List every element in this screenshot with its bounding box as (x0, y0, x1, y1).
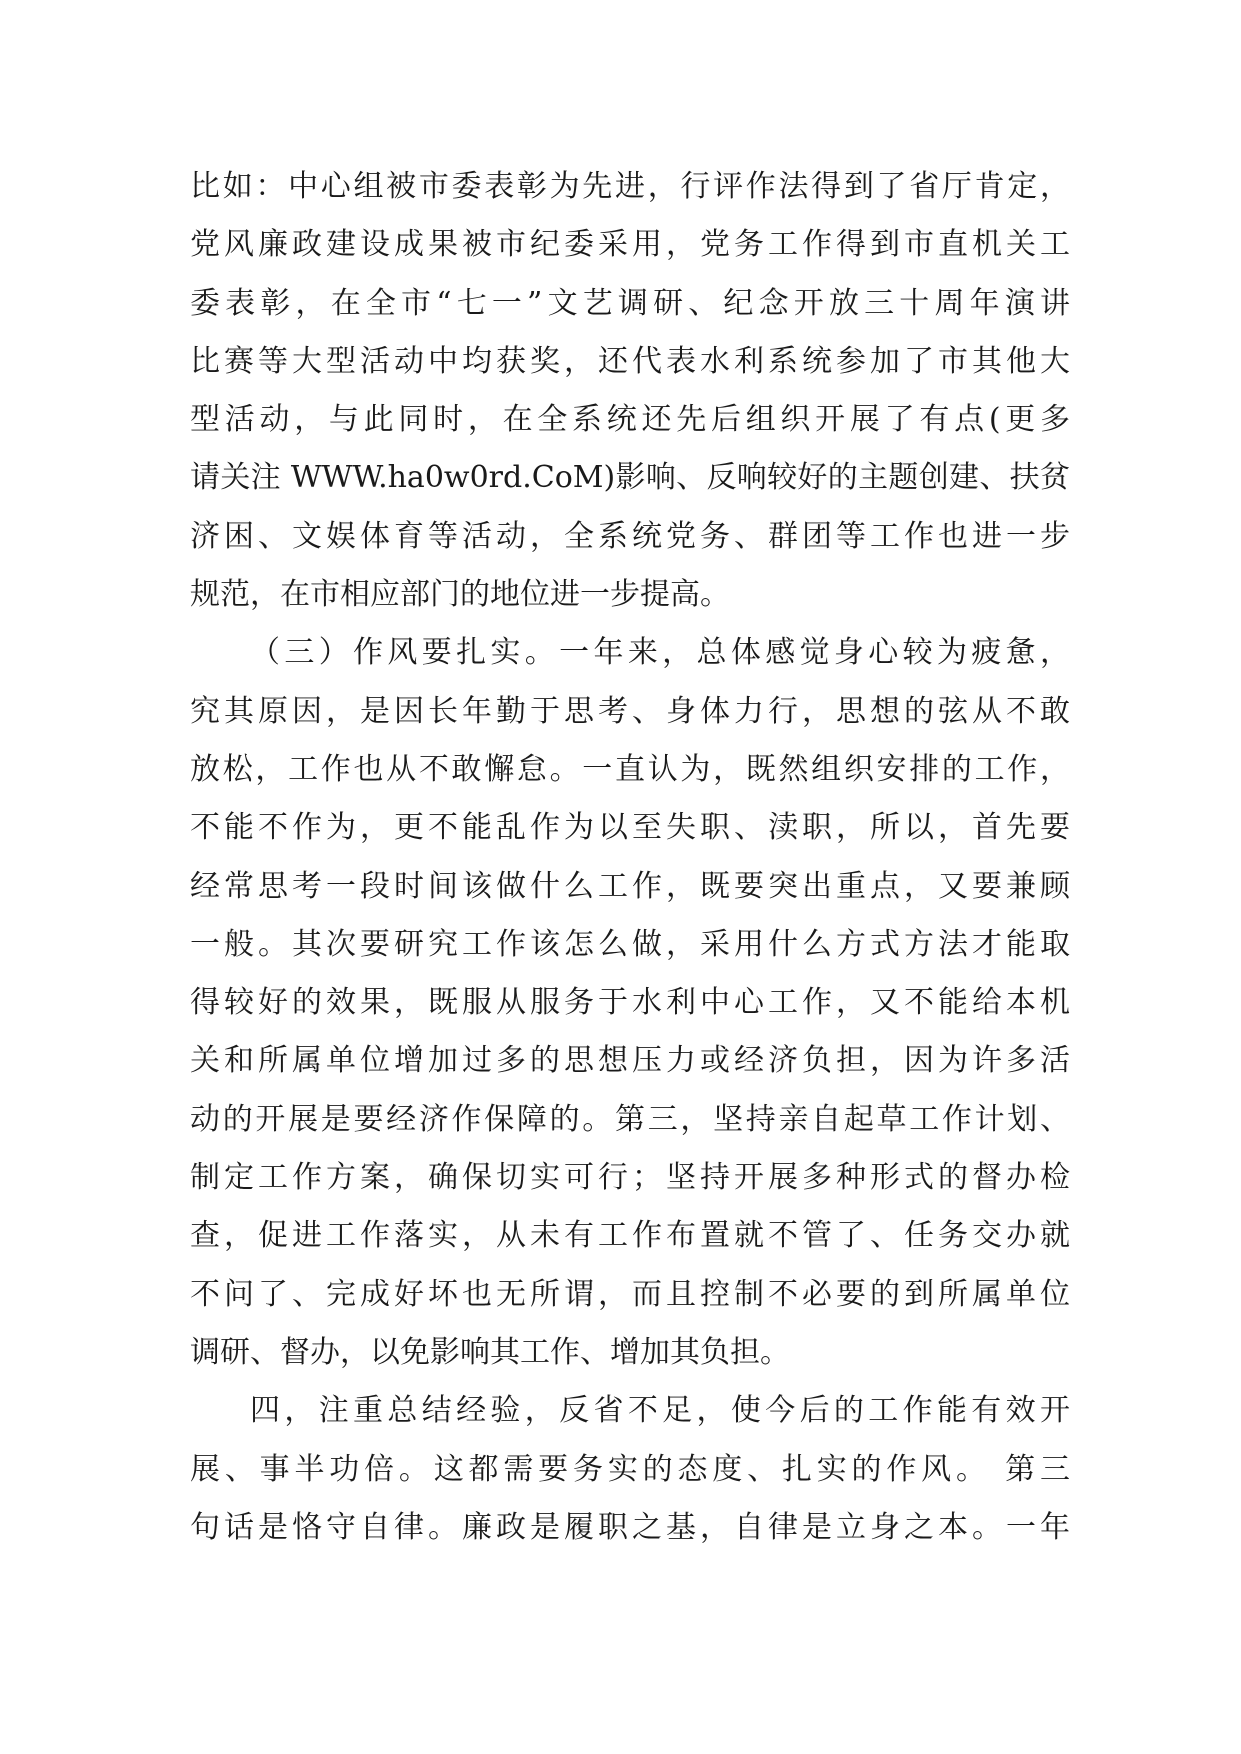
text-line: 查，促进工作落实，从未有工作布置就不管了、任务交办就 (190, 1218, 1070, 1254)
text-line: 究其原因，是因长年勤于思考、身体力行，思想的弦从不敢 (190, 693, 1070, 729)
text-line: 比如：中心组被市委表彰为先进，行评作法得到了省厅肯定， (190, 169, 1070, 204)
text-line: 不能不作为，更不能乱作为以至失职、渎职，所以，首先要 (190, 810, 1070, 846)
text-line: 经常思考一段时间该做什么工作，既要突出重点，又要兼顾 (190, 868, 1070, 904)
text-line: 调研、督办，以免影响其工作、增加其负担。 (190, 1334, 790, 1370)
text-line: 济困、文娱体育等活动，全系统党务、群团等工作也进一步 (190, 518, 1070, 554)
text-line: 规范，在市相应部门的地位进一步提高。 (190, 577, 730, 613)
text-line: 一般。其次要研究工作该怎么做，采用什么方式方法才能取 (190, 926, 1070, 962)
text-line: 不问了、完成好坏也无所谓，而且控制不必要的到所属单位 (190, 1276, 1070, 1312)
text-line: 关和所属单位增加过多的思想压力或经济负担，因为许多活 (190, 1043, 1070, 1079)
text-line: 党风廉政建设成果被市纪委采用，党务工作得到市直机关工 (190, 227, 1070, 263)
text-line: 得较好的效果，既服从服务于水利中心工作，又不能给本机 (190, 985, 1070, 1021)
paragraph-3 (190, 1382, 1070, 1557)
paragraph-2 (190, 624, 1070, 1382)
text-line: 型活动，与此同时，在全系统还先后组织开展了有点(更多 (190, 402, 1070, 438)
text-line: 制定工作方案，确保切实可行；坚持开展多种形式的督办检 (190, 1160, 1070, 1196)
paragraph-1 (190, 158, 1070, 624)
text-line: 请关注 WWW.ha0w0rd.CoM)影响、反响较好的主题创建、扶贫 (190, 460, 1070, 496)
text-line: 动的开展是要经济作保障的。第三，坚持亲自起草工作计划、 (190, 1101, 1070, 1137)
text-line: 句话是恪守自律。廉政是履职之基，自律是立身之本。一年 (190, 1509, 1070, 1545)
text-line: 放松，工作也从不敢懈怠。一直认为，既然组织安排的工作， (190, 751, 1070, 787)
text-line: 四，注重总结经验，反省不足，使今后的工作能有效开 (250, 1393, 1070, 1429)
text-line: （三）作风要扎实。一年来，总体感觉身心较为疲惫， (250, 635, 1070, 671)
document-body (190, 158, 1070, 1557)
text-line: 比赛等大型活动中均获奖，还代表水利系统参加了市其他大 (190, 343, 1070, 379)
text-line: 委表彰，在全市“七一”文艺调研、纪念开放三十周年演讲 (190, 285, 1070, 321)
text-line: 展、事半功倍。这都需要务实的态度、扎实的作风。 第三 (190, 1451, 1070, 1487)
